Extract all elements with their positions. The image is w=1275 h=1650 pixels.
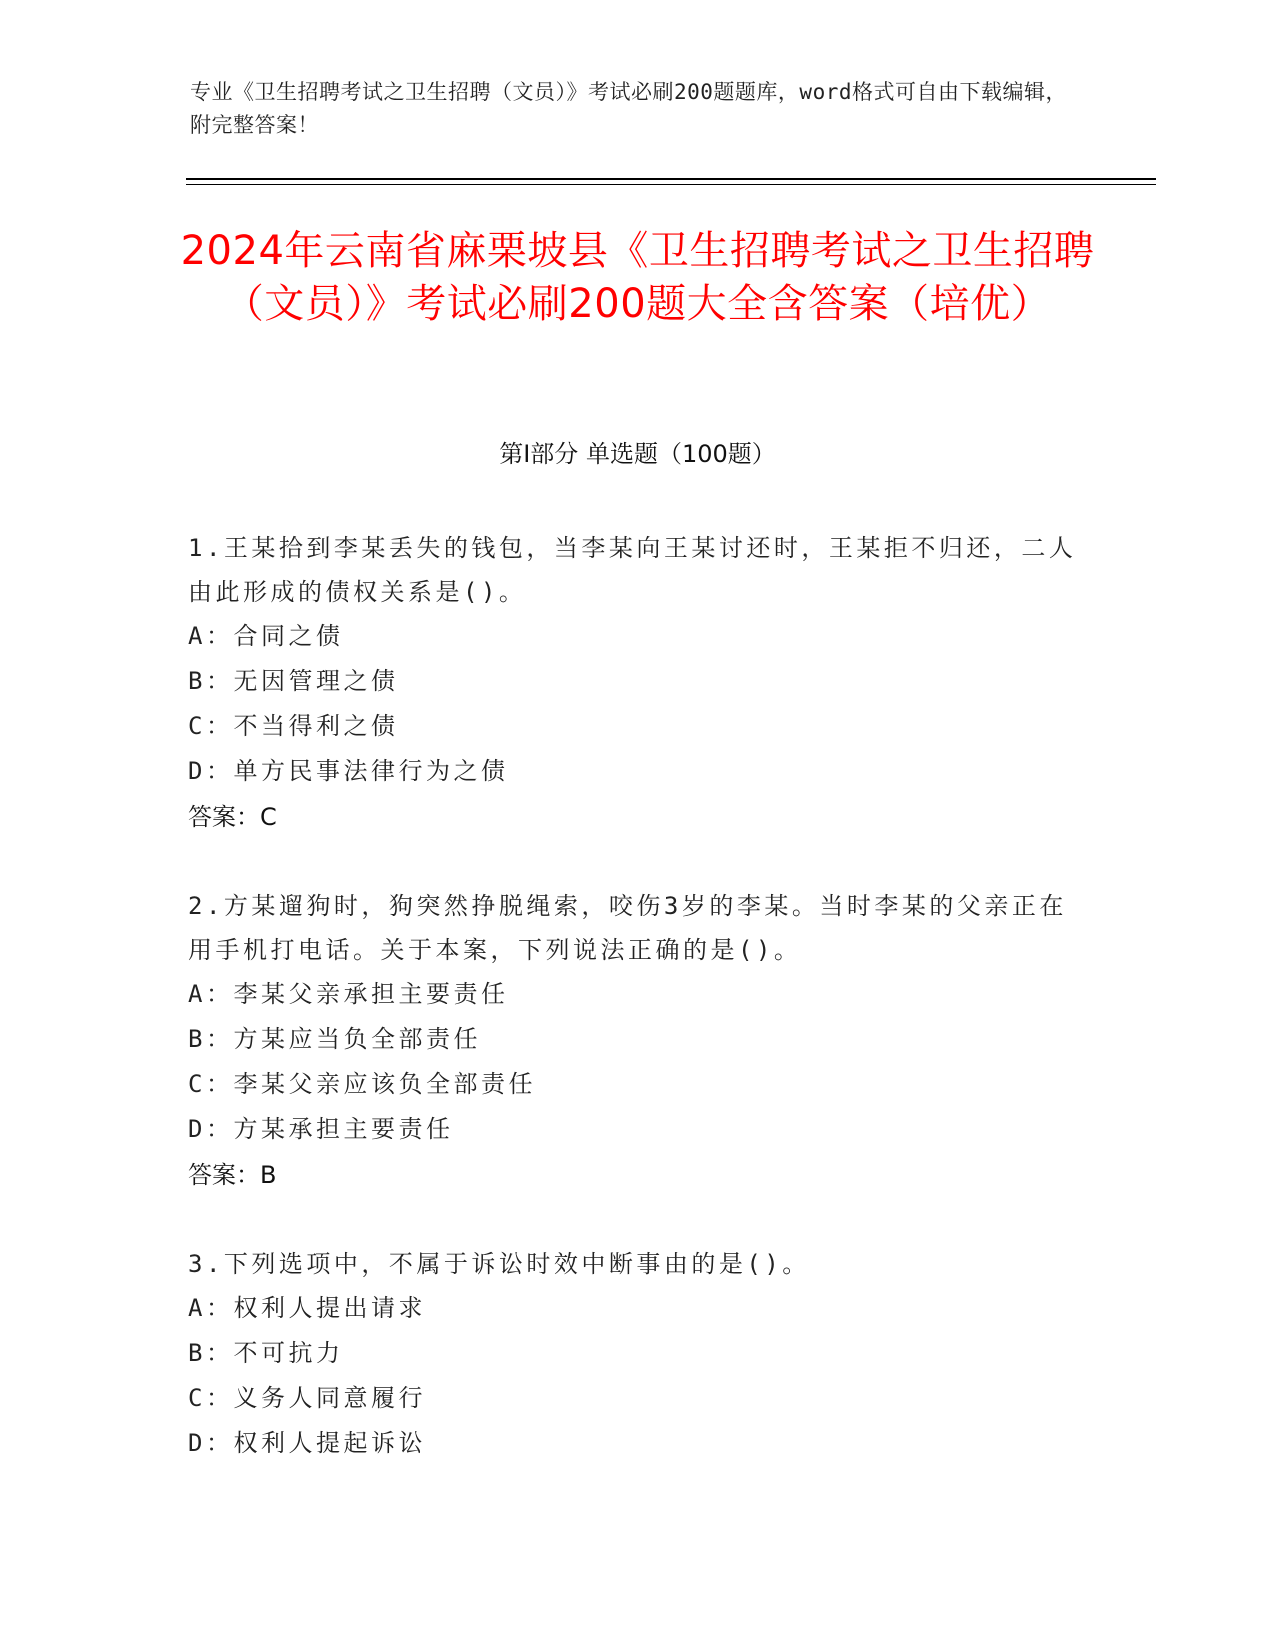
option-c: C：义务人同意履行	[188, 1384, 426, 1412]
question-1	[188, 526, 1088, 840]
answer: 答案：B	[188, 1161, 277, 1189]
question-stem: 2.方某遛狗时，狗突然挣脱绳索，咬伤3岁的李某。当时李某的父亲正在用手机打电话。关于本案，下列说法正确的是()。	[188, 892, 1067, 964]
question-list	[188, 526, 1088, 1510]
option-a: A：合同之债	[188, 622, 344, 650]
header-note: 专业《卫生招聘考试之卫生招聘（文员）》考试必刷200题题库，word格式可自由下载编辑，附完整答案！	[190, 80, 1067, 137]
question-stem: 1.王某拾到李某丢失的钱包，当李某向王某讨还时，王某拒不归还，二人由此形成的债权关系是()。	[188, 534, 1077, 606]
option-b: B：无因管理之债	[188, 667, 399, 695]
option-d: D：方某承担主要责任	[188, 1115, 454, 1143]
answer: 答案：C	[188, 803, 277, 831]
section-title: 第Ⅰ部分 单选题（100题）	[499, 440, 776, 468]
document-title: 2024年云南省麻栗坡县《卫生招聘考试之卫生招聘（文员）》考试必刷200题大全含答案（培优）	[180, 228, 1095, 327]
header-divider-thick	[186, 178, 1156, 180]
option-a: A：权利人提出请求	[188, 1294, 426, 1322]
option-d: D：权利人提起诉讼	[188, 1429, 426, 1457]
option-d: D：单方民事法律行为之债	[188, 757, 509, 785]
option-c: C：不当得利之债	[188, 712, 399, 740]
option-b: B：不可抗力	[188, 1339, 344, 1367]
option-b: B：方某应当负全部责任	[188, 1025, 481, 1053]
header-divider-thin	[186, 184, 1156, 185]
option-a: A：李某父亲承担主要责任	[188, 980, 509, 1008]
question-2	[188, 884, 1088, 1198]
option-c: C：李某父亲应该负全部责任	[188, 1070, 536, 1098]
question-stem: 3.下列选项中，不属于诉讼时效中断事由的是()。	[188, 1250, 810, 1278]
question-3	[188, 1242, 1088, 1466]
